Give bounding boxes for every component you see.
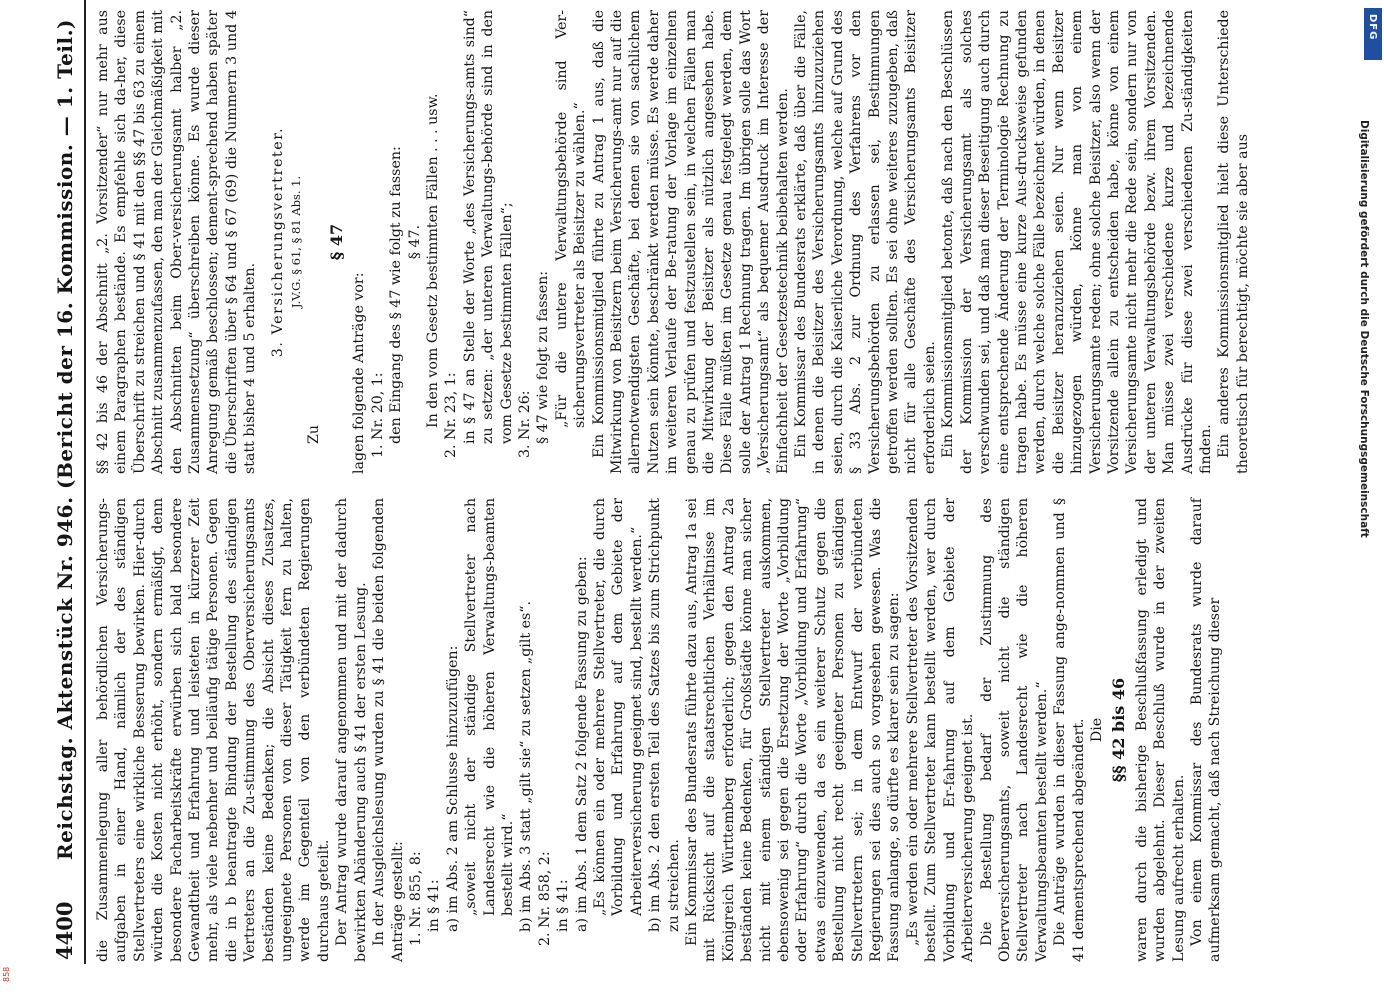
section-heading: § 47	[326, 223, 346, 261]
paragraph: § 47.	[406, 224, 423, 260]
list-item: in § 41:	[555, 879, 572, 932]
list-item: den Eingang des § 47 wie folgt zu fassen:	[388, 146, 405, 444]
section-heading: 3. Versicherungsvertreter.	[269, 126, 286, 358]
paragraph: Ein Kommissar des Bundesrats führte dazu aus, Antrag 1a sei mit Rücksicht auf die staatsrechtlichen Verhältnisse im Königreich Württemberg erforderlich; gegen den Antrag 2a beständen keine Bedenken, für Großstädte könne man sicher nicht mit einem ständigen Stellvertreter auskommen, ebensowenig sei gegen die Ersetzung der Worte „Vorbildung oder Erfahrung“ durch die Worte „Vorbildung und Erfahrung“ etwas einzuwenden, da es ein weiterer Schutz gegen die Bestellung nicht recht geeigneter Personen zu ständigen Stellvertretern sei; in dem Entwurf der verbündeten Regierungen sei dies auch so vorgesehen gewesen. Was die Fassung anlange, so dürfte es klarer sein zu sagen:	[684, 498, 903, 962]
paragraph: waren durch die bisherige Beschlußfassung erledigt und wurden abgelehnt. Dieser Beschluß wurde in der zweiten Lesung aufrecht erhalten.	[1133, 498, 1187, 962]
digitization-note-text: Digitalisierung gefördert durch die Deutsche Forschungsgemeinschaft	[1358, 120, 1370, 538]
list-item: 3. Nr. 26:	[516, 390, 533, 458]
list-item: 2. Nr. 23, 1:	[443, 372, 460, 458]
paragraph: In der Ausgleichslesung wurden zu § 41 die beiden folgenden Anträge gestellt:	[371, 498, 406, 962]
left-column	[94, 498, 1225, 962]
list-item: 2. Nr. 858, 2:	[536, 851, 553, 946]
dfg-logo	[1364, 8, 1382, 60]
paragraph: Die	[1088, 717, 1105, 743]
paragraph: Der Antrag wurde darauf angenommen und mit der dadurch bewirkten Abänderung auch § 41 der ersten Lesung.	[334, 498, 369, 962]
right-column	[94, 10, 1252, 474]
digitization-note	[1356, 120, 1370, 940]
paragraph: lagen folgende Anträge vor:	[351, 272, 368, 474]
running-head: Reichstag. Aktenstück Nr. 946. (Bericht der 16. Kommission. — 1. Teil.)	[53, 18, 77, 860]
reference: J.V.G. § 61, § 81 Abs. 1.	[289, 175, 304, 309]
archive-stamp: 858	[2, 966, 11, 982]
quote: „Es werden ein oder mehrere Stellvertreter des Vorsitzenden bestellt. Zum Stellvertreter kann bestellt werden, wer durch Vorbildung und Er-fahrung auf dem Gebiete der Arbeiterversicherung geeignet ist.	[904, 498, 977, 962]
header-rule	[84, 0, 86, 964]
paragraph: Ein Kommissionsmitglied führte zu Antrag 1 aus, daß die Mitwirkung von Beisitzern beim Versicherungs-amt nur auf die allernotwendigsten Geschäfte, bei denen sie von sachlichem Nutzen sein könnte, beschränkt werden müsse. Es werde daher im weiteren Verlaufe der Be-ratung der Vorlage im einzelnen genau zu prüfen und festzustellen sein, in welchen Fällen man die Mitwirkung der Beisitzer als nützlich angesehen habe. Diese Fälle müßten im Gesetze genau festgelegt werden, dem solle der Antrag 1 Rechnung tragen. Im übrigen solle das Wort „Versicherungsamt“ als bequemer Ausdruck im Interesse der Einfachheit der Gesetzestechnik beibehalten werden.	[590, 10, 791, 474]
quote: „Es können ein oder mehrere Stellvertreter, die durch Vorbildung und Erfahrung auf dem Gebiete der Arbeiterversicherung geeignet sind, bestellt werden.“	[591, 498, 645, 916]
paragraph: Ein anderes Kommissionsmitglied hielt diese Unterschiede theoretisch für berechtigt, möchte sie aber aus	[1216, 10, 1251, 474]
list-item: 1. Nr. 855, 8:	[407, 851, 424, 946]
page-header	[52, 0, 82, 960]
quote: Die Bestellung bedarf der Zustimmung des Oberversicherungsamts, soweit nicht die ständigen Stellvertreter nach Landesrecht wie die höheren Verwaltungsbeamten bestellt werden.“	[978, 498, 1050, 962]
paragraph: Die Anträge wurden in dieser Fassung ange-nommen und § 41 dementsprechend abgeändert.	[1052, 498, 1087, 962]
list-item: § 47 wie folgt zu fassen:	[535, 270, 552, 444]
list-item: in § 41:	[426, 879, 443, 932]
paragraph: Ein Kommissionsmitglied betonte, daß nach den Beschlüssen der Kommission der Versicherungsamt als solches verschwunden sei, und daß man dieser Beseitigung auch durch eine entsprechende Änderung der Terminologie Rechnung zu tragen habe. Es müsse eine kurze Aus-drucksweise gefunden werden, durch welche solche Fälle bezeichnet würden, in denen die Beisitzer heranzuziehen seien. Nur wenn Beisitzer hinzugezogen würden, könne man von einem Versicherungsamte reden; ohne solche Beisitzer, also wenn der Vorsitzende allein zu entscheiden habe, könne von einem Versicherungsamte nicht mehr die Rede sein, sondern nur von der unteren Verwaltungsbehörde bezw. ihrem Vorsitzenden. Man müsse zwei verschiedene kurze und bezeichnende Ausdrücke für diese zwei verschiedenen Zu-ständigkeiten finden.	[940, 10, 1214, 474]
page-number: 4400	[52, 901, 77, 960]
paragraph: Von einem Kommissar des Bundesrats wurde darauf aufmerksam gemacht, daß nach Streichung dieser	[1188, 498, 1224, 962]
paragraph: Zu	[306, 425, 323, 444]
list-item: in § 47 an Stelle der Worte „des Versicherungs-amts sind“ zu setzen: „der unteren Verwaltungs-behörde sind in den vom Gesetze bestimmten Fällen“;	[461, 10, 515, 444]
quote: „soweit nicht der ständige Stellvertreter nach Landesrecht wie die höheren Verwaltungs-beamten bestellt wird.“	[463, 498, 516, 916]
paragraph: In den vom Gesetz bestimmten Fällen . . . usw.	[424, 93, 441, 428]
list-item: b) im Abs. 2 den ersten Teil des Satzes bis zum Strichpunkt zu streichen.	[647, 498, 682, 932]
paragraph: §§ 42 bis 46 der Abschnitt „2. Vorsitzender“ nur mehr aus einem Paragraphen bestände. Es empfehle sich da-her, diese Überschrift zu streichen und § 41 mit den §§ 47 bis 63 zu einem Abschnitt zusammenzufassen, den man der Gleichmäßigkeit mit den Abschnitten beim Ober-versicherungsamt halber „2. Zusammensetzung“ überschreiben könne. Es wurde dieser Anregung gemäß beschlossen; dement-sprechend haben später die Überschriften über § 64 und § 67 (69) die Nummern 3 und 4 statt bisher 4 und 5 erhalten.	[95, 10, 259, 474]
list-item: a) im Abs. 1 dem Satz 2 folgende Fassung zu geben:	[573, 556, 590, 932]
logo-text: DFG	[1367, 14, 1378, 41]
list-item: b) im Abs. 3 statt „gilt sie“ zu setzen „gilt es“.	[518, 600, 535, 932]
list-item: 1. Nr. 20, 1:	[369, 372, 386, 458]
section-heading: §§ 42 bis 46	[1109, 677, 1129, 783]
quote: „Für die untere Verwaltungsbehörde sind Ver-sicherungsvertreter als Beisitzer zu wählen.“	[553, 10, 589, 428]
paragraph: die Zusammenlegung aller behördlichen Versicherungs-aufgaben in einer Hand, nämlich der des ständigen Stellvertreters eine wirkliche Besserung bewirken. Hier-durch würden die Kosten nicht erhöht, sondern ermäßigt, denn besondere Facharbeitskräfte erwürben sich bald besondere Gewandtheit und Erfahrung und leisteten in kürzerer Zeit mehr, als viele nebenher und beiläufig tätige Personen. Gegen die in b beantragte Bindung der Bestellung des ständigen Vertreters an die Zu-stimmung des Oberversicherungsamts beständen keine Bedenken; die Absicht dieses Zusatzes, ungeeignete Personen von dieser Tätigkeit fern zu halten, werde im Gegenteil von den verbündeten Regierungen durchaus geteilt.	[95, 498, 332, 962]
list-item: a) im Abs. 2 am Schlusse hinzuzufügen:	[444, 645, 461, 932]
paragraph: Ein Kommissar des Bundesrats erklärte, daß über die Fälle, in denen die Beisitzer des Versicherungsamts hinzuzuziehen seien, durch die Kaiserliche Verordnung, welche auf Grund des § 33 Abs. 2 zur Ordnung des Verfahrens vor den Versicherungsbehörden zu erlassen sei, Bestimmungen getroffen werden sollten. Es sei ohne weiteres zuzugeben, daß nicht für alle Geschäfte des Versicherungsamts Beisitzer erforderlich seien.	[793, 10, 938, 474]
